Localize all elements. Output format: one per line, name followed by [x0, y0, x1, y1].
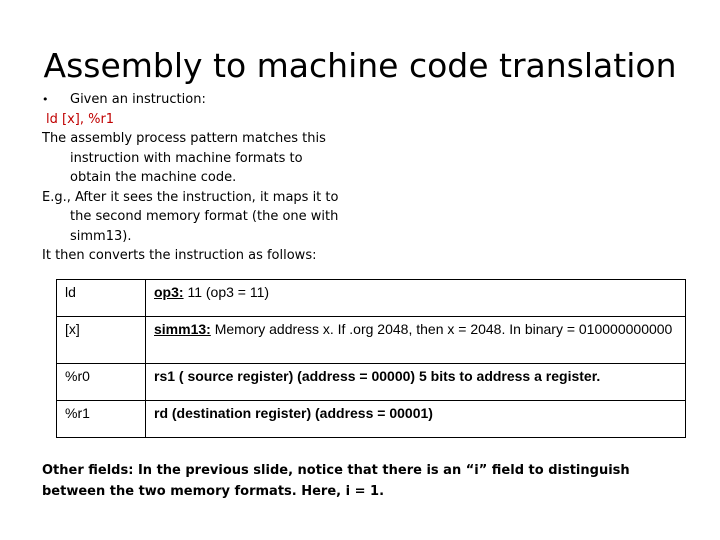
- bullet-icon: •: [42, 93, 49, 106]
- field-cell: %r1: [57, 401, 146, 438]
- field-desc: Memory address x. If .org 2048, then x = 2048. In binary = 010000000000: [210, 321, 673, 337]
- description-cell: [146, 364, 686, 401]
- field-label: simm13:: [154, 321, 211, 337]
- slide-title: Assembly to machine code translation: [43, 46, 677, 85]
- description-cell: [146, 280, 686, 317]
- table-row: [57, 280, 686, 317]
- field-desc: rs1 ( source register) (address = 00000) 5 bits to address a register.: [154, 368, 601, 384]
- process-line-2: instruction with machine formats to: [70, 150, 303, 166]
- field-desc: rd (destination register) (address = 00001): [154, 405, 433, 421]
- process-line-3: obtain the machine code.: [70, 170, 237, 185]
- given-text: Given an instruction:: [70, 92, 206, 107]
- converts-line: It then converts the instruction as follows:: [42, 248, 317, 263]
- field-cell: [x]: [57, 317, 146, 364]
- field-cell: ld: [57, 280, 146, 317]
- description-cell: [146, 317, 686, 364]
- field-cell: %r0: [57, 364, 146, 401]
- table-row: [57, 364, 686, 401]
- field-desc: 11 (op3 = 11): [183, 284, 270, 300]
- description-cell: [146, 401, 686, 438]
- example-line-3: simm13).: [70, 228, 132, 244]
- process-line-1: The assembly process pattern matches this: [42, 131, 326, 146]
- table-row: [57, 401, 686, 438]
- instruction-text: ld [x], %r1: [46, 111, 115, 127]
- bullet-line-given: [42, 90, 372, 110]
- table-row: [57, 317, 686, 364]
- example-line-1: E.g., After it sees the instruction, it maps it to: [42, 189, 339, 205]
- example-line-2: the second memory format (the one with: [70, 209, 339, 224]
- field-label: op3:: [154, 284, 184, 300]
- slide-body: [42, 90, 372, 266]
- footer-note: Other fields: In the previous slide, notice that there is an “i” field to distinguish between the two memory formats. Here, i = 1.: [42, 463, 630, 499]
- translation-table: [56, 279, 686, 438]
